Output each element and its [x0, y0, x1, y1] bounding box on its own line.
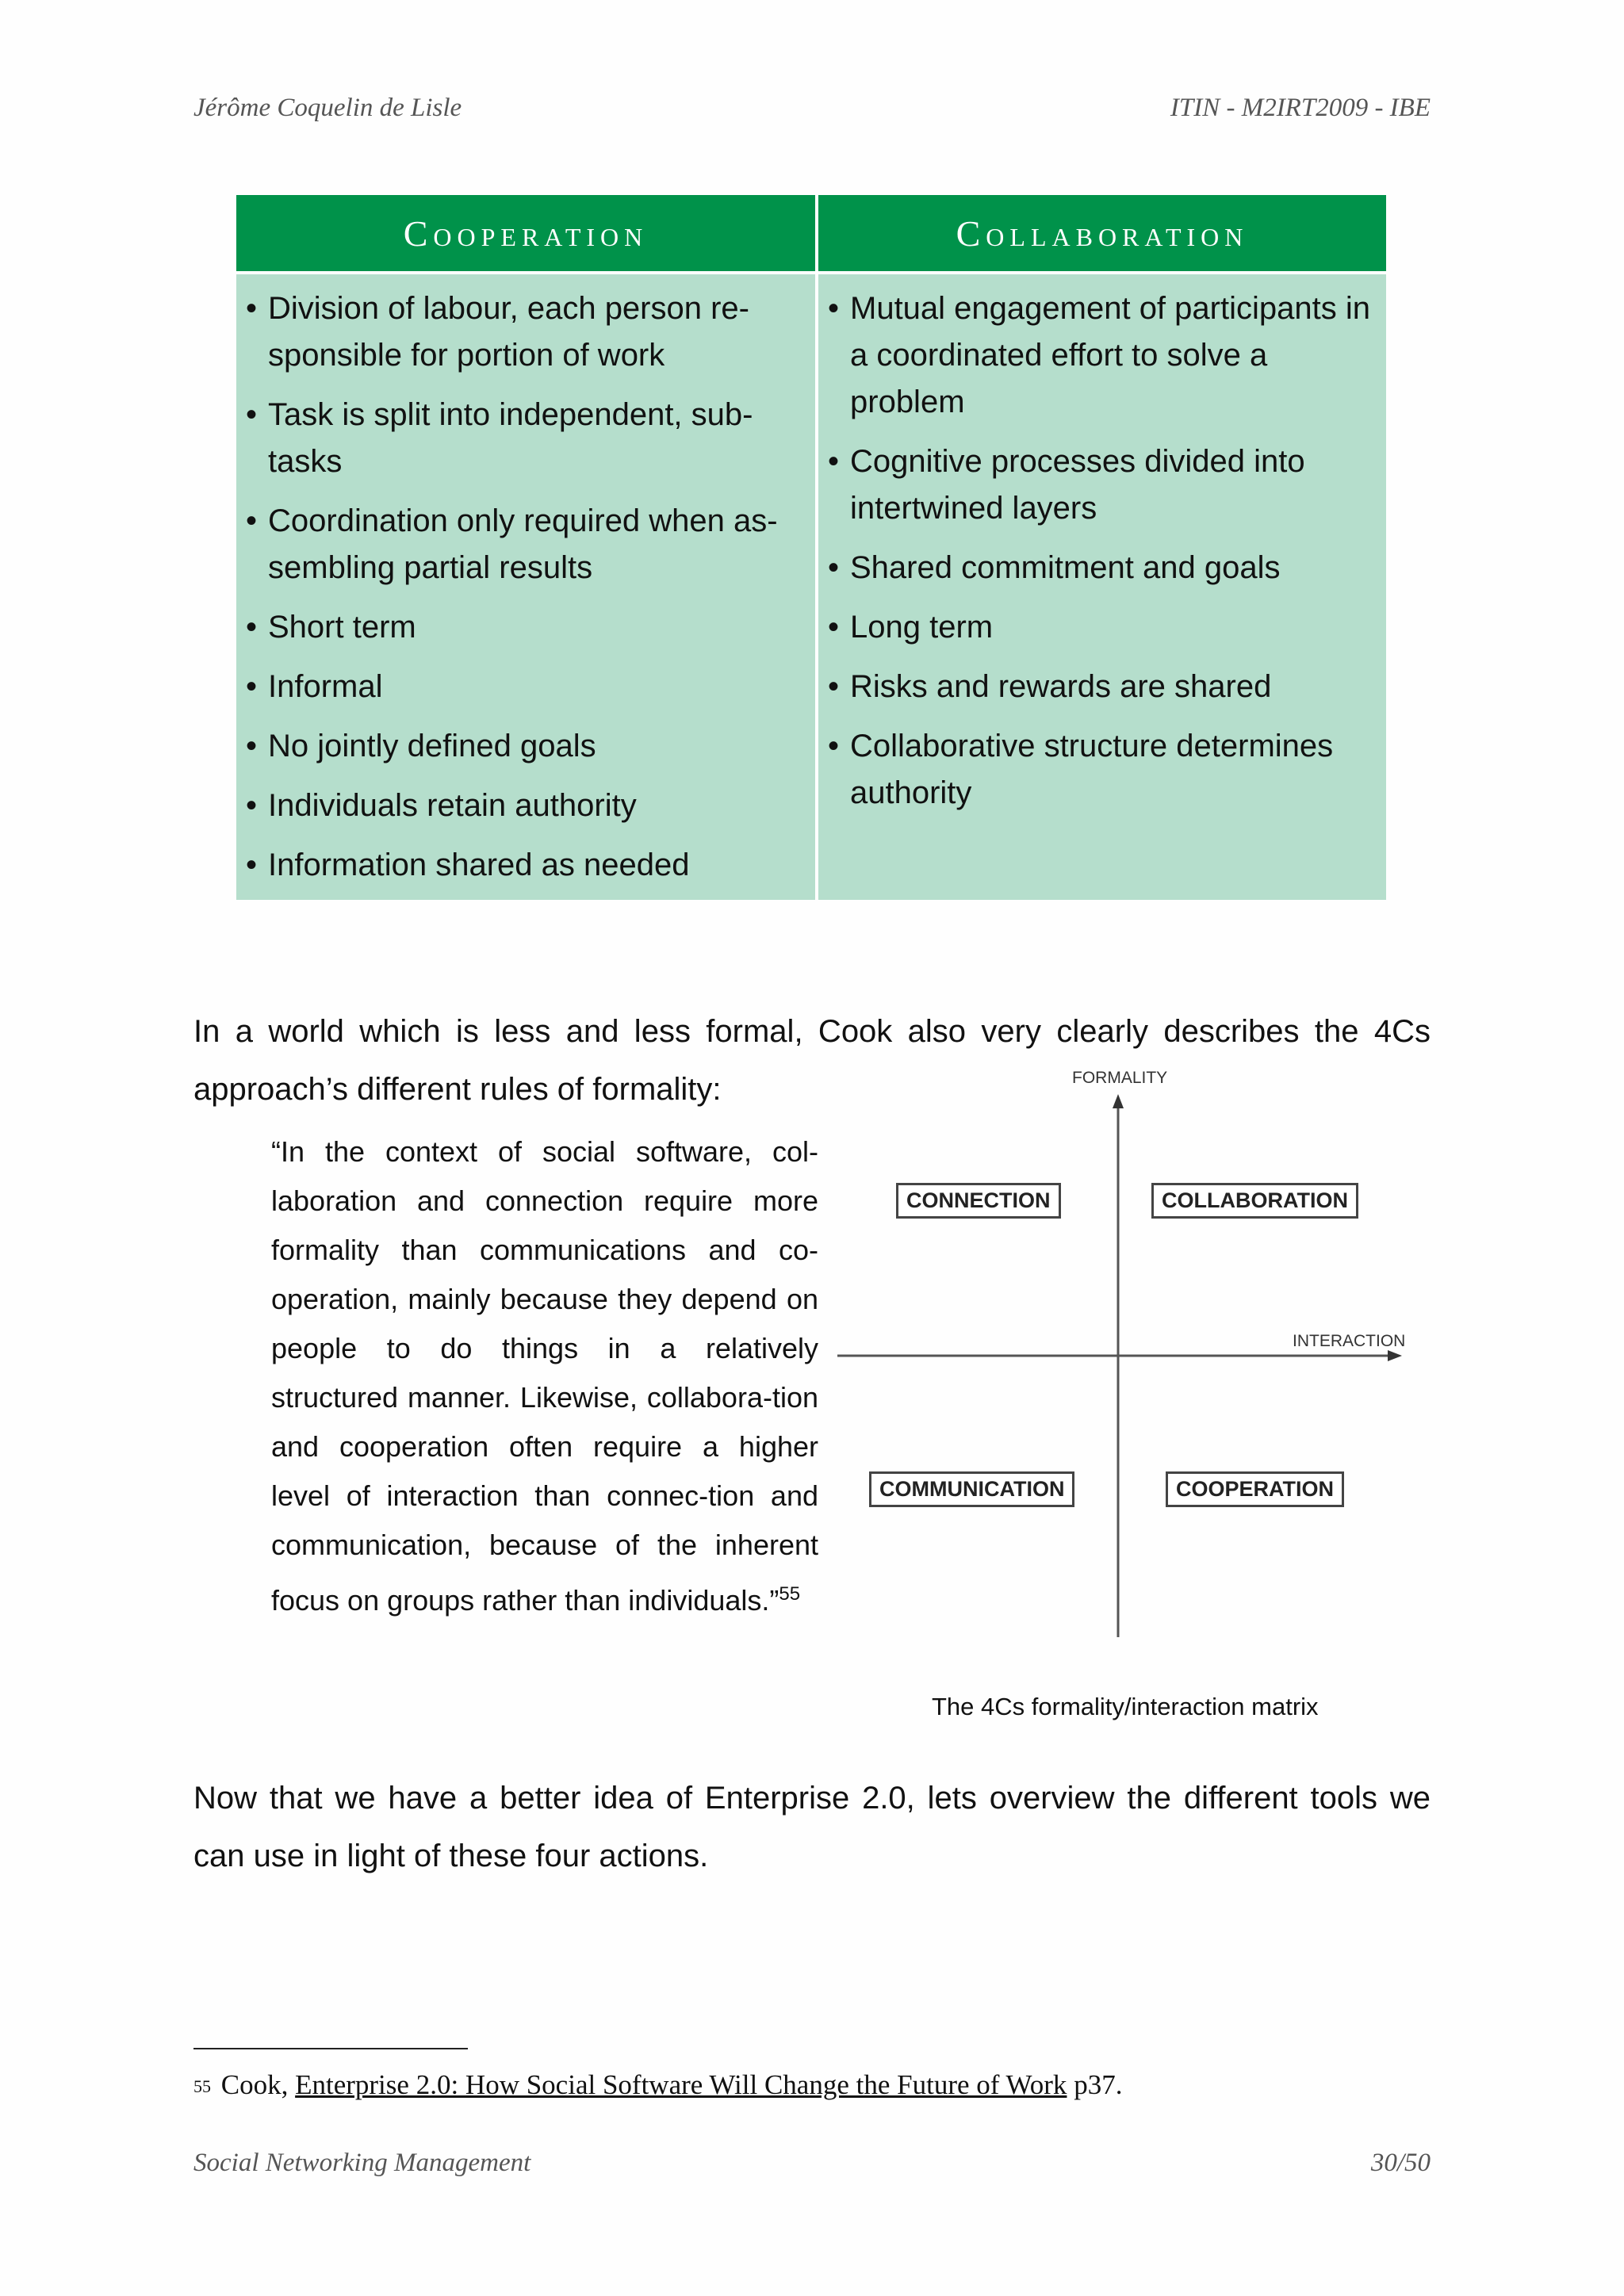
interaction-axis-arrow [1388, 1350, 1402, 1361]
outro-paragraph: Now that we have a better idea of Enterprise 2.0, lets overview the different tools we can use in light of these four actions. [193, 1781, 1431, 1873]
list-item: • Informal [246, 664, 799, 710]
list-item: • Shared commitment and goals [828, 545, 1370, 591]
list-item: • Risks and rewards are shared [828, 664, 1370, 710]
formality-axis-arrow [1113, 1094, 1124, 1108]
list-item: • Mutual engagement of participants in a coordinated effort to solve a problem [828, 285, 1370, 426]
list-item: • Collaborative structure determines authority [828, 723, 1370, 817]
cooperation-list [246, 285, 799, 889]
list-item: • Individuals retain authority [246, 783, 799, 829]
footnote-author: Cook, [220, 2069, 289, 2100]
list-item: • Task is split into independent, sub-tasks [246, 392, 799, 485]
quadrant-connection: CONNECTION [896, 1183, 1061, 1219]
quadrant-collaboration: COLLABORATION [1151, 1183, 1358, 1219]
quote-footnote-ref: 55 [779, 1583, 801, 1605]
table-heading-collaboration: Collaboration [817, 195, 1386, 273]
interaction-axis-label: INTERACTION [1293, 1332, 1406, 1350]
figure-caption: The 4Cs formality/interaction matrix [932, 1693, 1319, 1720]
header-course: ITIN - M2IRT2009 - IBE [1170, 94, 1431, 122]
quadrant-communication: COMMUNICATION [869, 1471, 1074, 1507]
list-item: • Division of labour, each person re-sponsible for portion of work [246, 285, 799, 379]
footnote [193, 2069, 1122, 2101]
list-item: • No jointly defined goals [246, 723, 799, 770]
intro-paragraph: In a world which is less and less formal, Cook also very clearly describes the 4Cs approach’s different rules of formality: [193, 1014, 1431, 1107]
footer-page-number: 30/50 [1370, 2149, 1431, 2177]
footnote-page: p37. [1074, 2069, 1123, 2100]
list-item: • Information shared as needed [246, 842, 799, 889]
header-author: Jérôme Coquelin de Lisle [193, 94, 462, 122]
list-item: • Cognitive processes divided into intertwined layers [828, 438, 1370, 532]
formality-interaction-matrix [825, 1062, 1427, 1649]
footnote-number: 55 [193, 2076, 211, 2096]
quote-text: “In the context of social software, col-laboration and connection require more formality than communications and co-operation, mainly because they depend on people to do things in a relatively structured manner. Likewise, collabora-tion and cooperation often require a higher level of interaction than connec-tion and communication, because of the inherent focus on groups rather than individuals.” [271, 1135, 818, 1617]
table-heading-cooperation: Cooperation [236, 195, 817, 273]
footer-title: Social Networking Management [193, 2149, 531, 2177]
block-quote [271, 1127, 818, 1625]
list-item: • Coordination only required when as-sembling partial results [246, 498, 799, 591]
formality-axis-label: FORMALITY [1072, 1069, 1168, 1087]
cooperation-cell [236, 273, 817, 900]
list-item: • Short term [246, 604, 799, 651]
comparison-table [236, 195, 1386, 900]
list-item: • Long term [828, 604, 1370, 651]
footnote-title: Enterprise 2.0: How Social Software Will Change the Future of Work [295, 2069, 1067, 2100]
collaboration-cell [817, 273, 1386, 900]
matrix-axes [825, 1062, 1427, 1649]
quadrant-cooperation: COOPERATION [1166, 1471, 1344, 1507]
collaboration-list [828, 285, 1370, 817]
footnote-divider [193, 2048, 468, 2049]
